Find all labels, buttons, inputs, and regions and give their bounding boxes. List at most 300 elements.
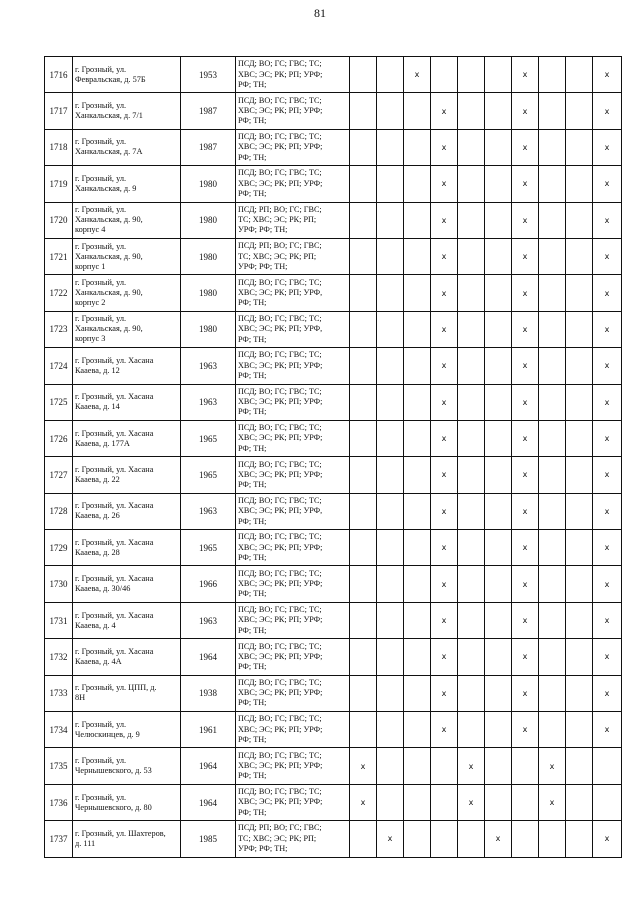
mark-cell (485, 311, 512, 347)
mark-cell (404, 275, 431, 311)
mark-cell (485, 712, 512, 748)
table-row (45, 530, 622, 566)
row-number: 1721 (45, 238, 73, 274)
table-row (45, 93, 622, 129)
row-number: 1725 (45, 384, 73, 420)
year-cell: 1980 (181, 166, 236, 202)
mark-cell: x (350, 784, 377, 820)
mark-cell: x (512, 348, 539, 384)
services-cell: ПСД; ВО; ГС; ГВС; ТС; ХВС; ЭС; РК; РП; УРФ; РФ; ТН; (236, 784, 350, 820)
mark-cell (458, 129, 485, 165)
mark-cell: x (431, 238, 458, 274)
mark-cell (566, 784, 593, 820)
mark-cell (404, 202, 431, 238)
year-cell: 1980 (181, 202, 236, 238)
mark-cell: x (431, 675, 458, 711)
services-cell: ПСД; ВО; ГС; ГВС; ТС; ХВС; ЭС; РК; РП; УРФ; РФ; ТН; (236, 748, 350, 784)
mark-cell (539, 57, 566, 93)
mark-cell: x (593, 712, 622, 748)
services-cell: ПСД; ВО; ГС; ГВС; ТС; ХВС; ЭС; РК; РП; УРФ; РФ; ТН; (236, 675, 350, 711)
table-row (45, 493, 622, 529)
services-cell: ПСД; РП; ВО; ГС; ГВС; ТС; ХВС; ЭС; РК; РП; УРФ; РФ; ТН; (236, 821, 350, 857)
address-cell: г. Грозный, ул. Хасана Каaева, д. 4 (73, 602, 181, 638)
mark-cell: x (431, 602, 458, 638)
mark-cell (485, 420, 512, 456)
mark-cell: x (593, 202, 622, 238)
mark-cell: x (512, 57, 539, 93)
mark-cell (539, 93, 566, 129)
services-cell: ПСД; ВО; ГС; ГВС; ТС; ХВС; ЭС; РК; РП; УРФ; РФ; ТН; (236, 457, 350, 493)
mark-cell (404, 784, 431, 820)
mark-cell: x (593, 639, 622, 675)
year-cell: 1953 (181, 57, 236, 93)
mark-cell: x (431, 457, 458, 493)
mark-cell (512, 784, 539, 820)
mark-cell: x (404, 57, 431, 93)
mark-cell (350, 420, 377, 456)
mark-cell: x (512, 675, 539, 711)
mark-cell: x (431, 566, 458, 602)
mark-cell (404, 129, 431, 165)
mark-cell: x (593, 493, 622, 529)
mark-cell: x (593, 821, 622, 857)
year-cell: 1961 (181, 712, 236, 748)
mark-cell (485, 129, 512, 165)
year-cell: 1963 (181, 348, 236, 384)
table-row (45, 566, 622, 602)
mark-cell (539, 420, 566, 456)
mark-cell: x (593, 530, 622, 566)
mark-cell: x (593, 238, 622, 274)
mark-cell (431, 748, 458, 784)
mark-cell: x (431, 420, 458, 456)
mark-cell (458, 238, 485, 274)
mark-cell (377, 457, 404, 493)
mark-cell: x (431, 639, 458, 675)
mark-cell: x (593, 129, 622, 165)
mark-cell (485, 93, 512, 129)
mark-cell (485, 748, 512, 784)
mark-cell (539, 166, 566, 202)
mark-cell (377, 639, 404, 675)
mark-cell (566, 384, 593, 420)
year-cell: 1964 (181, 784, 236, 820)
mark-cell: x (593, 93, 622, 129)
mark-cell: x (431, 166, 458, 202)
row-number: 1732 (45, 639, 73, 675)
mark-cell (377, 602, 404, 638)
mark-cell (512, 821, 539, 857)
mark-cell (404, 493, 431, 529)
mark-cell (566, 93, 593, 129)
mark-cell (404, 348, 431, 384)
row-number: 1720 (45, 202, 73, 238)
table-row (45, 675, 622, 711)
mark-cell (350, 57, 377, 93)
mark-cell: x (593, 57, 622, 93)
row-number: 1727 (45, 457, 73, 493)
mark-cell (458, 384, 485, 420)
mark-cell (377, 420, 404, 456)
mark-cell: x (431, 202, 458, 238)
mark-cell: x (512, 238, 539, 274)
year-cell: 1980 (181, 311, 236, 347)
address-cell: г. Грозный, ул. Ханкальская, д. 7А (73, 129, 181, 165)
mark-cell (458, 420, 485, 456)
row-number: 1723 (45, 311, 73, 347)
table-row (45, 639, 622, 675)
mark-cell (404, 821, 431, 857)
mark-cell: x (512, 93, 539, 129)
mark-cell (377, 530, 404, 566)
mark-cell (350, 348, 377, 384)
mark-cell (404, 457, 431, 493)
mark-cell (404, 530, 431, 566)
mark-cell (539, 639, 566, 675)
mark-cell: x (431, 129, 458, 165)
mark-cell: x (485, 821, 512, 857)
mark-cell (350, 238, 377, 274)
year-cell: 1964 (181, 748, 236, 784)
year-cell: 1966 (181, 566, 236, 602)
services-cell: ПСД; ВО; ГС; ГВС; ТС; ХВС; ЭС; РК; РП; УРФ; РФ; ТН; (236, 602, 350, 638)
mark-cell (350, 275, 377, 311)
mark-cell (485, 384, 512, 420)
mark-cell (593, 784, 622, 820)
year-cell: 1938 (181, 675, 236, 711)
page-number: 81 (314, 6, 326, 20)
row-number: 1734 (45, 712, 73, 748)
address-cell: г. Грозный, ул. Хасана Каaева, д. 177А (73, 420, 181, 456)
address-cell: г. Грозный, ул. Хасана Каaева, д. 22 (73, 457, 181, 493)
mark-cell (566, 748, 593, 784)
mark-cell (377, 566, 404, 602)
table-row (45, 129, 622, 165)
mark-cell (539, 712, 566, 748)
housing-register-table (44, 56, 622, 858)
mark-cell (566, 129, 593, 165)
mark-cell (458, 93, 485, 129)
row-number: 1730 (45, 566, 73, 602)
mark-cell (350, 493, 377, 529)
table-row (45, 457, 622, 493)
year-cell: 1963 (181, 384, 236, 420)
mark-cell: x (593, 348, 622, 384)
mark-cell: x (593, 166, 622, 202)
row-number: 1724 (45, 348, 73, 384)
mark-cell (566, 566, 593, 602)
mark-cell (539, 457, 566, 493)
mark-cell: x (593, 602, 622, 638)
mark-cell (566, 348, 593, 384)
mark-cell (566, 457, 593, 493)
mark-cell (377, 238, 404, 274)
table-row (45, 602, 622, 638)
mark-cell (458, 311, 485, 347)
mark-cell (350, 384, 377, 420)
address-cell: г. Грозный, ул. ЦПП, д. 8Н (73, 675, 181, 711)
mark-cell: x (512, 275, 539, 311)
mark-cell: x (431, 384, 458, 420)
mark-cell (377, 202, 404, 238)
mark-cell: x (539, 784, 566, 820)
mark-cell (458, 57, 485, 93)
year-cell: 1964 (181, 639, 236, 675)
mark-cell (539, 238, 566, 274)
address-cell: г. Грозный, ул. Хасана Каaева, д. 30/46 (73, 566, 181, 602)
mark-cell (431, 57, 458, 93)
mark-cell (566, 493, 593, 529)
mark-cell: x (512, 639, 539, 675)
mark-cell (566, 311, 593, 347)
services-cell: ПСД; ВО; ГС; ГВС; ТС; ХВС; ЭС; РК; РП; УРФ; РФ; ТН; (236, 93, 350, 129)
address-cell: г. Грозный, ул. Ханкальская, д. 90, корпус 3 (73, 311, 181, 347)
mark-cell (566, 821, 593, 857)
mark-cell (539, 675, 566, 711)
mark-cell (458, 457, 485, 493)
row-number: 1733 (45, 675, 73, 711)
address-cell: г. Грозный, ул. Февральская, д. 57Б (73, 57, 181, 93)
row-number: 1726 (45, 420, 73, 456)
mark-cell (377, 129, 404, 165)
mark-cell (485, 530, 512, 566)
mark-cell (566, 166, 593, 202)
address-cell: г. Грозный, ул. Хасана Каaева, д. 12 (73, 348, 181, 384)
row-number: 1736 (45, 784, 73, 820)
table-row (45, 348, 622, 384)
mark-cell (539, 202, 566, 238)
mark-cell (458, 675, 485, 711)
mark-cell (431, 784, 458, 820)
mark-cell (566, 675, 593, 711)
mark-cell (404, 311, 431, 347)
mark-cell (485, 493, 512, 529)
mark-cell (485, 238, 512, 274)
services-cell: ПСД; ВО; ГС; ГВС; ТС; ХВС; ЭС; РК; РП; УРФ; РФ; ТН; (236, 166, 350, 202)
mark-cell (458, 712, 485, 748)
mark-cell (377, 348, 404, 384)
mark-cell (377, 311, 404, 347)
mark-cell (566, 57, 593, 93)
mark-cell (350, 129, 377, 165)
mark-cell (377, 493, 404, 529)
year-cell: 1965 (181, 530, 236, 566)
address-cell: г. Грозный, ул. Чернышевского, д. 53 (73, 748, 181, 784)
mark-cell: x (512, 712, 539, 748)
mark-cell (539, 311, 566, 347)
mark-cell (404, 748, 431, 784)
mark-cell (566, 238, 593, 274)
mark-cell: x (593, 420, 622, 456)
mark-cell (350, 166, 377, 202)
mark-cell (377, 675, 404, 711)
mark-cell (350, 202, 377, 238)
mark-cell (350, 602, 377, 638)
mark-cell (458, 166, 485, 202)
table-row (45, 238, 622, 274)
mark-cell (458, 202, 485, 238)
mark-cell (458, 639, 485, 675)
mark-cell (593, 748, 622, 784)
mark-cell (377, 275, 404, 311)
services-cell: ПСД; ВО; ГС; ГВС; ТС; ХВС; ЭС; РК; РП; УРФ, РФ; ТН; (236, 493, 350, 529)
mark-cell (566, 602, 593, 638)
mark-cell: x (593, 275, 622, 311)
mark-cell (404, 712, 431, 748)
mark-cell (404, 602, 431, 638)
mark-cell: x (512, 311, 539, 347)
mark-cell (485, 784, 512, 820)
address-cell: г. Грозный, ул. Чернышевского, д. 80 (73, 784, 181, 820)
mark-cell (404, 639, 431, 675)
services-cell: ПСД; ВО; ГС; ГВС; ТС; ХВС; ЭС; РК; РП; УРФ, РФ; ТН; (236, 275, 350, 311)
row-number: 1718 (45, 129, 73, 165)
mark-cell (485, 457, 512, 493)
mark-cell: x (512, 493, 539, 529)
address-cell: г. Грозный, ул. Хасана Каaева, д. 28 (73, 530, 181, 566)
mark-cell (539, 602, 566, 638)
mark-cell (566, 275, 593, 311)
table-row (45, 420, 622, 456)
mark-cell (350, 566, 377, 602)
services-cell: ПСД; ВО; ГС; ГВС; ТС; ХВС; ЭС; РК; РП; УРФ, РФ; ТН; (236, 311, 350, 347)
mark-cell (377, 384, 404, 420)
mark-cell (539, 566, 566, 602)
mark-cell (539, 129, 566, 165)
table-row (45, 202, 622, 238)
row-number: 1722 (45, 275, 73, 311)
mark-cell (350, 821, 377, 857)
mark-cell (377, 784, 404, 820)
address-cell: г. Грозный, ул. Хасана Каaева, д. 26 (73, 493, 181, 529)
table-row (45, 57, 622, 93)
row-number: 1731 (45, 602, 73, 638)
mark-cell (485, 275, 512, 311)
table-row (45, 821, 622, 857)
year-cell: 1965 (181, 420, 236, 456)
year-cell: 1980 (181, 275, 236, 311)
mark-cell (350, 311, 377, 347)
mark-cell (404, 675, 431, 711)
mark-cell (539, 384, 566, 420)
row-number: 1735 (45, 748, 73, 784)
mark-cell: x (431, 348, 458, 384)
address-cell: г. Грозный, ул. Хасана Каaева, д. 4А (73, 639, 181, 675)
mark-cell (350, 530, 377, 566)
services-cell: ПСД; ВО; ГС; ГВС; ТС; ХВС; ЭС; РК; РП; УРФ; РФ; ТН; (236, 420, 350, 456)
services-cell: ПСД; ВО; ГС; ГВС; ТС; ХВС; ЭС; РК; РП; УРФ; РФ; ТН; (236, 712, 350, 748)
mark-cell: x (431, 275, 458, 311)
mark-cell: x (350, 748, 377, 784)
mark-cell (350, 712, 377, 748)
mark-cell (485, 639, 512, 675)
year-cell: 1980 (181, 238, 236, 274)
mark-cell (485, 57, 512, 93)
address-cell: г. Грозный, ул. Ханкальская, д. 90, корпус 1 (73, 238, 181, 274)
mark-cell: x (458, 748, 485, 784)
mark-cell: x (431, 530, 458, 566)
address-cell: г. Грозный, ул. Челюскинцев, д. 9 (73, 712, 181, 748)
address-cell: г. Грозный, ул. Ханкальская, д. 9 (73, 166, 181, 202)
table-row (45, 384, 622, 420)
mark-cell: x (512, 384, 539, 420)
mark-cell: x (512, 602, 539, 638)
mark-cell: x (512, 566, 539, 602)
row-number: 1719 (45, 166, 73, 202)
table-row (45, 712, 622, 748)
mark-cell: x (593, 675, 622, 711)
services-cell: ПСД; ВО; ГС; ГВС; ТС; ХВС; ЭС; РК; РП; УРФ; РФ; ТН; (236, 129, 350, 165)
mark-cell: x (593, 311, 622, 347)
mark-cell (485, 202, 512, 238)
mark-cell: x (512, 530, 539, 566)
year-cell: 1965 (181, 457, 236, 493)
mark-cell: x (458, 784, 485, 820)
mark-cell: x (512, 202, 539, 238)
mark-cell: x (593, 384, 622, 420)
mark-cell (539, 530, 566, 566)
mark-cell (377, 57, 404, 93)
table-row (45, 166, 622, 202)
services-cell: ПСД; ВО; ГС; ГВС; ТС; ХВС; ЭС; РК; РП; УРФ; РФ; ТН; (236, 566, 350, 602)
mark-cell (485, 602, 512, 638)
mark-cell (377, 93, 404, 129)
mark-cell (431, 821, 458, 857)
mark-cell (404, 238, 431, 274)
services-cell: ПСД; ВО; ГС; ГВС; ТС; ХВС; ЭС; РК; РП; УРФ; РФ; ТН; (236, 639, 350, 675)
mark-cell (566, 712, 593, 748)
services-cell: ПСД; ВО; ГС; ГВС; ТС; ХВС; ЭС; РК; РП; УРФ; РФ; ТН; (236, 384, 350, 420)
mark-cell: x (593, 457, 622, 493)
address-cell: г. Грозный, ул. Ханкальская, д. 90, корпус 2 (73, 275, 181, 311)
table-row (45, 311, 622, 347)
row-number: 1716 (45, 57, 73, 93)
services-cell: ПСД; РП; ВО; ГС; ГВС; ТС; ХВС; ЭС; РК; РП; УРФ; РФ; ТН; (236, 238, 350, 274)
address-cell: г. Грозный, ул. Шахтеров, д. 111 (73, 821, 181, 857)
address-cell: г. Грозный, ул. Ханкальская, д. 90, корпус 4 (73, 202, 181, 238)
mark-cell: x (593, 566, 622, 602)
mark-cell: x (539, 748, 566, 784)
mark-cell (404, 420, 431, 456)
mark-cell (485, 166, 512, 202)
mark-cell (539, 348, 566, 384)
mark-cell (458, 348, 485, 384)
mark-cell (458, 275, 485, 311)
mark-cell (350, 639, 377, 675)
mark-cell (539, 275, 566, 311)
year-cell: 1987 (181, 129, 236, 165)
mark-cell (404, 93, 431, 129)
row-number: 1729 (45, 530, 73, 566)
mark-cell (539, 493, 566, 529)
mark-cell (566, 639, 593, 675)
mark-cell: x (431, 712, 458, 748)
mark-cell (404, 166, 431, 202)
mark-cell (350, 457, 377, 493)
mark-cell (377, 748, 404, 784)
mark-cell (404, 566, 431, 602)
mark-cell (485, 566, 512, 602)
services-cell: ПСД; ВО; ГС; ГВС; ТС; ХВС; ЭС; РК; РП; УРФ; РФ; ТН; (236, 348, 350, 384)
mark-cell: x (431, 311, 458, 347)
mark-cell (404, 384, 431, 420)
mark-cell (458, 493, 485, 529)
mark-cell: x (512, 457, 539, 493)
year-cell: 1985 (181, 821, 236, 857)
mark-cell (566, 420, 593, 456)
table-row (45, 748, 622, 784)
mark-cell (350, 675, 377, 711)
